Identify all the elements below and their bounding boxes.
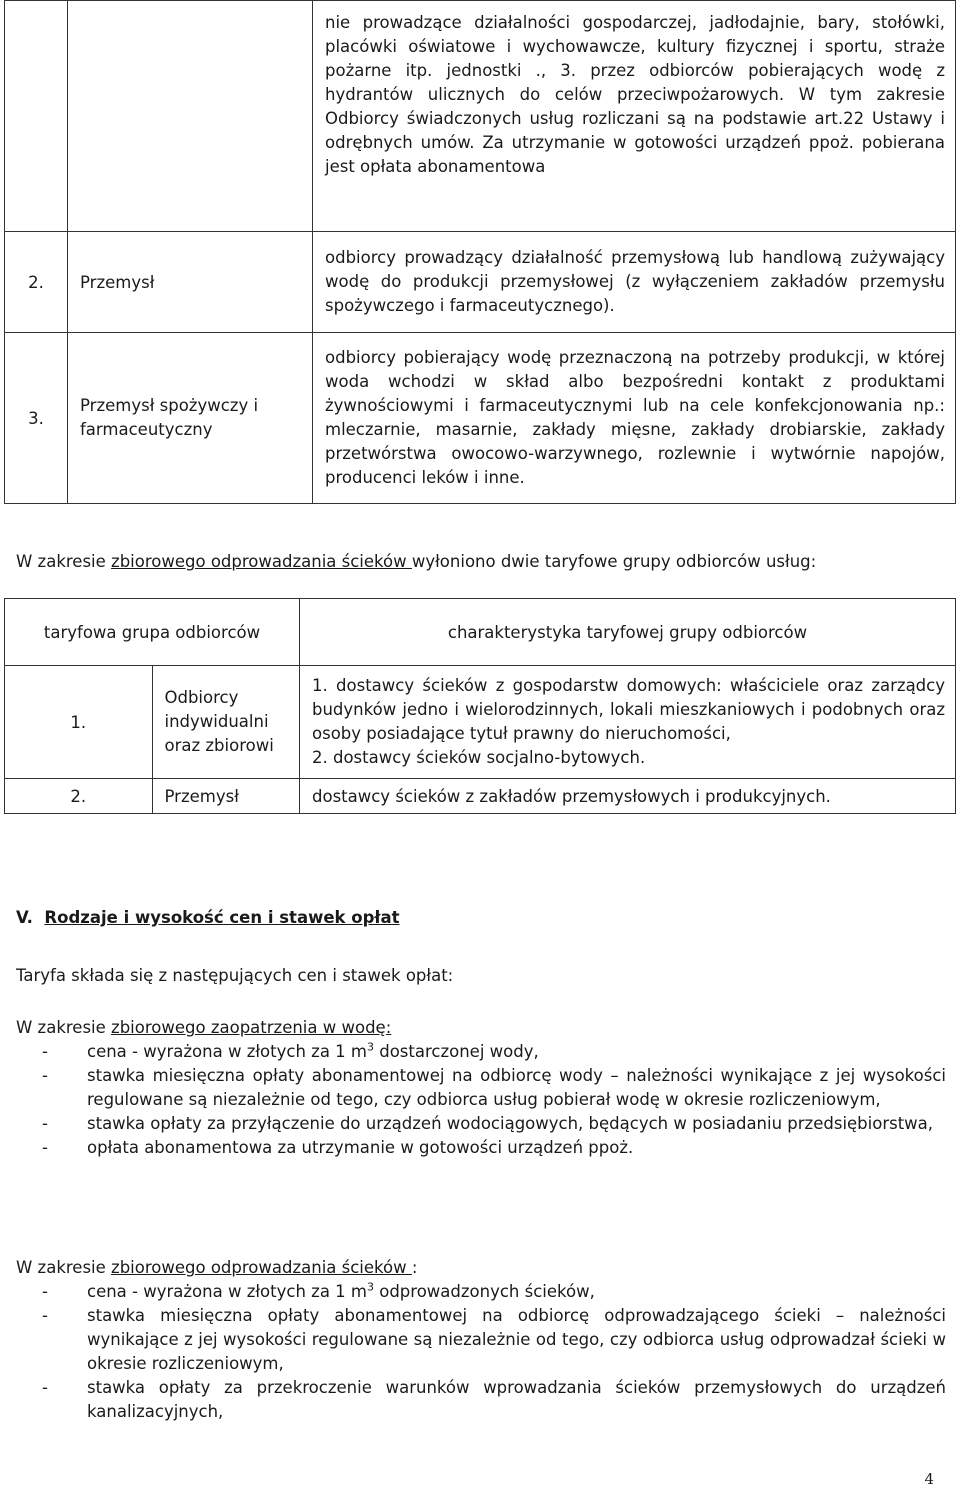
water-items-list [16, 1040, 946, 1160]
list-item: - stawka miesięczna opłaty abonamentowej na odbiorcę wody – należności wynikające z jej wysokości regulowane są niezależnie od tego, czy odbiorca usług pobierał wodę w okresie rozliczeniowym, [42, 1066, 946, 1109]
sewage-tariff-groups-table [4, 598, 956, 814]
table-row [5, 232, 956, 333]
group-name: Przemysł spożywczy i farmaceutyczny [68, 333, 313, 504]
table-header-row [5, 599, 956, 666]
list-item: - opłata abonamentowa za utrzymanie w gotowości urządzeń ppoż. [42, 1138, 634, 1157]
column-header-description: charakterystyka taryfowej grupy odbiorców [300, 599, 956, 666]
table-row [5, 779, 956, 814]
group-number: 3. [5, 333, 68, 504]
column-header-group: taryfowa grupa odbiorców [5, 599, 300, 666]
water-heading: W zakresie zbiorowego zaopatrzenia w wodę: [16, 1018, 392, 1037]
table-row [5, 666, 956, 779]
section-title: Rodzaje i wysokość cen i stawek opłat [44, 908, 400, 927]
group-number: 1. [5, 666, 153, 779]
section-heading [16, 908, 400, 927]
sewage-groups-intro: W zakresie zbiorowego odprowadzania ścieków wyłoniono dwie taryfowe grupy odbiorców usług: [16, 552, 817, 571]
list-item: - cena - wyrażona w złotych za 1 $m^3$ odprowadzonych ścieków, [42, 1280, 595, 1301]
water-tariff-groups-table [4, 0, 956, 504]
group-description: odbiorcy prowadzący działalność przemysłową lub handlową zużywający wodę do produkcji przemysłowej (z wyłączeniem zakładów przemysłu spożywczego i farmaceutycznego). [313, 232, 956, 333]
table-row [5, 333, 956, 504]
water-prices-block [16, 1016, 946, 1160]
underlined-phrase: zbiorowego odprowadzania ścieków [111, 552, 412, 571]
group-description: odbiorcy pobierający wodę przeznaczoną na potrzeby produkcji, w której woda wchodzi w skład albo bezpośredni kontakt z produktami żywnościowymi i farmaceutycznymi lub na cele konfekcjonowania np.: mleczarnie, masarnie, zakłady mięsne, zakłady drobiarskie, zakłady przetwórstwa owocowo-warzywnego, rozlewnie i wytwórnie napojów, producenci leków i inne. [313, 333, 956, 504]
group-number: 2. [5, 232, 68, 333]
group-name: Odbiorcy indywidualni oraz zbiorowi [152, 666, 300, 779]
list-item: - stawka opłaty za przekroczenie warunków wprowadzania ścieków przemysłowych do urządzeń kanalizacyjnych, [42, 1378, 946, 1421]
tariff-intro: Taryfa składa się z następujących cen i stawek opłat: [16, 966, 454, 985]
group-description-continued: nie prowadzące działalności gospodarczej, jadłodajnie, bary, stołówki, placówki oświatowe i wychowawcze, kultury fizycznej i sportu, straże pożarne itp. jednostki ., 3. przez odbiorców pobierających wodę z hydrantów ulicznych do celów przeciwpożarowych. W tym zakresie Odbiorcy świadczonych usług rozliczani są na podstawie art.22 Ustawy i odrębnych umów. Za utrzymanie w gotowości urządzeń ppoż. pobierana jest opłata abonamentowa [313, 1, 956, 232]
sewage-prices-block [16, 1256, 946, 1424]
group-description: 1. dostawcy ścieków z gospodarstw domowych: właściciele oraz zarządcy budynków jedno i wielorodzinnych, lokali mieszkaniowych i podobnych oraz osoby posiadające tytuł prawny do nieruchomości, 2. dostawcy ścieków socjalno-bytowych. [300, 666, 956, 779]
group-number: 2. [5, 779, 153, 814]
table-row [5, 1, 956, 232]
group-name: Przemysł [152, 779, 300, 814]
section-number: V. [16, 908, 33, 927]
group-name: Przemysł [68, 232, 313, 333]
list-item: - stawka opłaty za przyłączenie do urządzeń wodociągowych, będących w posiadaniu przedsiębiorstwa, [42, 1114, 934, 1133]
list-item: - stawka miesięczna opłaty abonamentowej na odbiorcę odprowadzającego ścieki – należności wynikające z jej wysokości regulowane są niezależnie od tego, czy odbiorca usług odprowadzał ścieki w okresie rozliczeniowym, [42, 1306, 946, 1373]
sewage-items-list [16, 1280, 946, 1424]
page-number: 4 [924, 1470, 934, 1488]
list-item: - cena - wyrażona w złotych za 1 $m^3$ dostarczonej wody, [42, 1040, 539, 1061]
group-description: dostawcy ścieków z zakładów przemysłowych i produkcyjnych. [300, 779, 956, 814]
sewage-heading: W zakresie zbiorowego odprowadzania ścieków : [16, 1258, 418, 1277]
